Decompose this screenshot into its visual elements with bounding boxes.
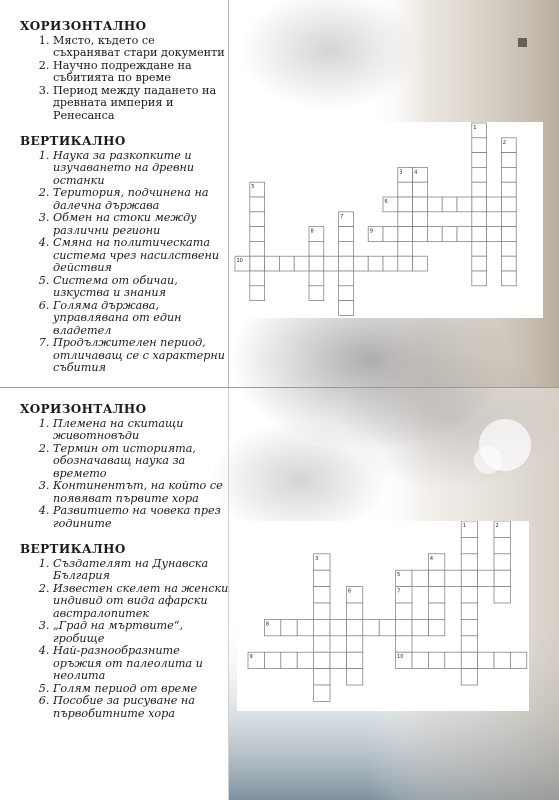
crossword-cell[interactable] [250,197,265,212]
section2-horizontal-title: ХОРИЗОНТАЛНО [20,402,147,416]
crossword-cell[interactable] [346,603,362,619]
crossword-cell[interactable] [472,271,487,286]
crossword-cell[interactable] [368,256,383,271]
crossword-cell[interactable] [309,286,324,301]
crossword-clue-number: 8 [265,621,270,628]
clue-item: 6. Пособие за рисуване на първобитните хора [53,695,230,720]
clue-item: 1. Племена на скитащи животновъди [53,418,230,443]
crossword-cell[interactable] [346,619,362,635]
crossword-cell[interactable] [346,669,362,685]
crossword-cell[interactable] [339,301,354,316]
clue-item: 3. „Град на мъртвите“, гробище [53,620,230,645]
crossword-clue-number: 9 [249,654,253,661]
crossword-clue-number: 4 [429,555,434,562]
crossword-cell[interactable] [314,685,330,701]
crossword-cell[interactable] [413,227,428,242]
crossword-cell[interactable] [461,570,477,586]
crossword-cell[interactable] [472,212,487,227]
section1-horizontal-list [20,35,225,123]
crossword-cell[interactable] [457,227,472,242]
crossword-cell[interactable] [487,227,502,242]
clue-item: 2. Територия, подчинена на далечна държава [53,187,225,212]
crossword-cell[interactable] [297,619,313,635]
crossword-clue-number: 6 [384,199,388,205]
section1-clues [20,20,225,375]
crossword-cell[interactable] [461,619,477,635]
crossword-clue-number: 10 [397,654,404,661]
crossword-cell[interactable] [428,652,444,668]
crossword-cell[interactable] [330,652,346,668]
crossword-clue-number: 2 [502,139,507,146]
crossword-cell[interactable] [413,182,428,197]
decorative-square [518,38,527,47]
crossword-cell[interactable] [461,554,477,570]
crossword-cell[interactable] [279,256,294,271]
crossword-cell[interactable] [472,167,487,182]
clue-item: 4. Развитието на човека през годините [53,505,230,530]
crossword-cell[interactable] [265,256,280,271]
crossword-cell[interactable] [478,570,494,586]
crossword-grid-1 [229,122,543,318]
crossword-grid-1-cells [229,122,543,318]
crossword-cell[interactable] [501,212,516,227]
crossword-cell[interactable] [412,570,428,586]
clue-item: 2. Известен скелет на женски индивид от вида афарски австралопитек [53,583,230,621]
crossword-cell[interactable] [501,167,516,182]
crossword-grid-2 [237,521,529,711]
crossword-cell[interactable] [314,652,330,668]
crossword-cell[interactable] [339,286,354,301]
clue-item: 1. Място, където се съхраняват стари документи [53,35,225,60]
crossword-cell[interactable] [398,212,413,227]
crossword-cell[interactable] [309,256,324,271]
crossword-cell[interactable] [398,227,413,242]
clue-item: 4. Смяна на политическата система чрез насилствени действия [53,237,225,275]
crossword-clue-number: 5 [397,572,401,579]
clue-item: 1. Наука за разкопките и изучаването на древни останки [53,150,225,188]
crossword-cell[interactable] [413,256,428,271]
crossword-cell[interactable] [472,138,487,153]
crossword-cell[interactable] [281,619,297,635]
crossword-cell[interactable] [398,256,413,271]
crossword-cell[interactable] [472,197,487,212]
crossword-cell[interactable] [339,271,354,286]
clue-item: 5. Система от обичаи, изкуства и знания [53,275,225,300]
section2-horizontal-list [20,418,230,531]
crossword-cell[interactable] [427,227,442,242]
clue-item: 1. Създателят на Дунавска България [53,558,230,583]
crossword-cell[interactable] [330,619,346,635]
section2-vertical-title: ВЕРТИКАЛНО [20,542,126,556]
section1-vertical-list [20,150,225,375]
crossword-cell[interactable] [294,256,309,271]
crossword-cell[interactable] [472,153,487,168]
crossword-clue-number: 3 [315,555,319,562]
crossword-cell[interactable] [494,587,510,603]
clue-item: 3. Период между падането на древната империя и Ренесанса [53,85,225,123]
crossword-cell[interactable] [428,587,444,603]
crossword-grid-2-cells [237,521,529,711]
crossword-cell[interactable] [250,241,265,256]
crossword-cell[interactable] [396,636,412,652]
clue-item: 3. Континентът, на който се появяват първите хора [53,480,230,505]
crossword-cell[interactable] [379,619,395,635]
section2-vertical-list [20,558,230,721]
crossword-cell[interactable] [250,256,265,271]
crossword-cell[interactable] [428,570,444,586]
crossword-cell[interactable] [383,227,398,242]
crossword-cell[interactable] [314,603,330,619]
clue-item: 3. Обмен на стоки между различни региони [53,212,225,237]
crossword-cell[interactable] [383,256,398,271]
crossword-cell[interactable] [457,197,472,212]
crossword-cell[interactable] [501,197,516,212]
crossword-cell[interactable] [314,669,330,685]
crossword-cell[interactable] [501,241,516,256]
crossword-cell[interactable] [346,652,362,668]
crossword-cell[interactable] [494,652,510,668]
clue-item: 5. Голям период от време [53,683,230,696]
clue-item: 7. Продължителен период, отличаващ се с характерни събития [53,337,225,375]
crossword-clue-number: 2 [495,523,499,529]
crossword-cell[interactable] [427,197,442,212]
clue-item: 4. Най-разнообразните оръжия от палеолита и неолита [53,645,230,683]
crossword-cell[interactable] [428,603,444,619]
clue-item: 2. Термин от историята, обозначаващ наука за времето [53,443,230,481]
clue-item: 2. Научно подреждане на събитията по време [53,60,225,85]
crossword-cell[interactable] [472,227,487,242]
crossword-cell[interactable] [494,537,510,553]
crossword-cell[interactable] [324,256,339,271]
crossword-cell[interactable] [281,652,297,668]
crossword-cell[interactable] [363,619,379,635]
crossword-cell[interactable] [412,619,428,635]
crossword-cell[interactable] [314,587,330,603]
crossword-clue-number: 7 [397,588,401,595]
crossword-cell[interactable] [442,227,457,242]
crossword-cell[interactable] [501,227,516,242]
crossword-cell[interactable] [472,182,487,197]
crossword-cell[interactable] [461,636,477,652]
crossword-cell[interactable] [412,652,428,668]
crossword-cell[interactable] [353,256,368,271]
crossword-cell[interactable] [398,197,413,212]
crossword-clue-number: 1 [473,125,477,131]
crossword-cell[interactable] [461,537,477,553]
crossword-cell[interactable] [472,241,487,256]
crossword-cell[interactable] [461,652,477,668]
crossword-clue-number: 3 [399,169,403,176]
crossword-cell[interactable] [250,286,265,301]
crossword-clue-number: 4 [414,169,418,176]
crossword-cell[interactable] [250,227,265,242]
crossword-cell[interactable] [428,619,444,635]
crossword-cell[interactable] [487,197,502,212]
crossword-cell[interactable] [478,652,494,668]
crossword-cell[interactable] [413,212,428,227]
crossword-cell[interactable] [250,212,265,227]
crossword-cell[interactable] [445,570,461,586]
crossword-cell[interactable] [339,227,354,242]
crossword-cell[interactable] [396,603,412,619]
crossword-cell[interactable] [250,271,265,286]
crossword-cell[interactable] [501,256,516,271]
crossword-cell[interactable] [398,182,413,197]
crossword-cell[interactable] [346,636,362,652]
crossword-cell[interactable] [501,153,516,168]
crossword-cell[interactable] [445,652,461,668]
crossword-cell[interactable] [309,241,324,256]
crossword-cell[interactable] [398,241,413,256]
clue-item: 6. Голяма държава, управлявана от един владетел [53,300,225,338]
crossword-cell[interactable] [314,636,330,652]
crossword-cell[interactable] [461,587,477,603]
crossword-cell[interactable] [396,619,412,635]
crossword-cell[interactable] [501,182,516,197]
crossword-cell[interactable] [413,197,428,212]
crossword-cell[interactable] [501,271,516,286]
crossword-cell[interactable] [297,652,313,668]
crossword-cell[interactable] [339,256,354,271]
crossword-cell[interactable] [461,603,477,619]
crossword-cell[interactable] [264,652,280,668]
section2-clues [20,403,230,720]
crossword-cell[interactable] [461,669,477,685]
crossword-clue-number: 9 [369,228,373,235]
crossword-cell[interactable] [472,256,487,271]
section1-vertical-title: ВЕРТИКАЛНО [20,134,126,148]
crossword-cell[interactable] [309,271,324,286]
crossword-cell[interactable] [494,570,510,586]
crossword-cell[interactable] [314,619,330,635]
crossword-cell[interactable] [510,652,526,668]
crossword-clue-number: 7 [340,213,344,220]
crossword-clue-number: 8 [310,228,314,235]
crossword-clue-number: 1 [462,523,466,529]
section-divider [0,387,559,388]
crossword-cell[interactable] [442,197,457,212]
section1-horizontal-title: ХОРИЗОНТАЛНО [20,19,147,33]
crossword-cell[interactable] [339,241,354,256]
crossword-cell[interactable] [314,570,330,586]
crossword-clue-number: 10 [236,258,243,265]
crossword-cell[interactable] [494,554,510,570]
crossword-clue-number: 6 [347,588,352,595]
crossword-clue-number: 5 [251,184,255,191]
